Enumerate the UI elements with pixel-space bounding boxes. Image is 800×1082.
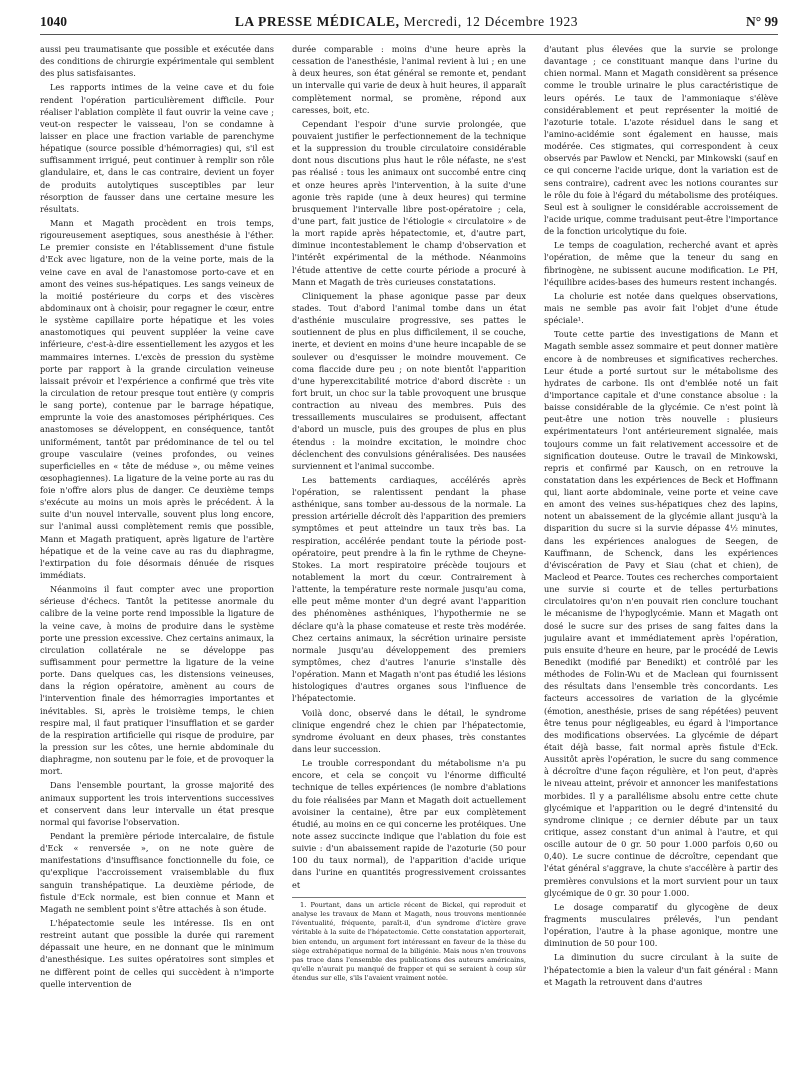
journal-name: LA PRESSE MÉDICALE, xyxy=(234,14,400,29)
footnote-text: 1. Pourtant, dans un article récent de Bickel, qui reproduit et analyse les travaux de Mann et Magath, nous trouvons mentionnée l'éventualité, fréquente, paraît-il, d'un syndrome d'ictère grave véritable à la suite de l'hépatectomie. Cette constatation apporterait, bien entendu, un argument fort intéressant en faveur de la thèse du siège extrahépatique normal de la biligénie. Mais nous n'en trouvons pas trace dans l'ensemble des publications des auteurs américains, qu'elle n'aurait pu manqué de frapper et qui se seraient à coup sûr étendus sur elle, s'ils l'avaient vraiment notée. xyxy=(292,900,526,983)
journal-title-line xyxy=(235,14,578,30)
paragraph: Les rapports intimes de la veine cave et du foie rendent l'opération particulièrement difficile. Pour réaliser l'ablation complète il faut ouvrir la veine cave ; veut-on respecter le vaisseau, l'on se condamne à laisser en place une fraction variable de parenchyme hépatique (source possible d'hémorragies) qui, s'il est suffisamment irrigué, peut continuer à remplir son rôle glandulaire, et, dans le cas contraire, devient un foyer de produits autolytiques susceptibles par leur résorption de fausser dans une certaine mesure les résultats. xyxy=(40,82,274,214)
paragraph: Cliniquement la phase agonique passe par deux stades. Tout d'abord l'animal tombe dans un état d'asthénie musculaire progressive, ses pattes le soutiennent de plus en plus difficilement, il se couche, inerte, et devient en moins d'une heure incapable de se soulever ou d'esquisser le moindre mouvement. Ce coma flaccide dure peu ; on note bientôt l'apparition d'une hyperexcitabilité motrice d'abord discrète : un fort bruit, un choc sur la table provoquent une brusque contraction au niveau des membres. Puis des tressaillements musculaires se produisent, affectant d'abord un muscle, puis des groupes de plus en plus étendus : la moindre excitation, le moindre choc déclenchent des convulsions généralisées. Des nausées surviennent et l'animal succombe. xyxy=(292,290,526,471)
text-columns xyxy=(40,43,778,992)
column-right xyxy=(544,43,778,992)
paragraph: durée comparable : moins d'une heure après la cessation de l'anesthésie, l'animal revient à lui ; en une à deux heures, son état général se remonte et, pendant un intervalle qui varie de deux à huit heures, il apparaît complètement normal, se promène, répond aux caresses, boit, etc. xyxy=(292,44,526,115)
issue-date: Mercredi, 12 Décembre 1923 xyxy=(403,14,579,29)
issue-number: N° 99 xyxy=(745,14,778,29)
page-header xyxy=(40,14,778,35)
paragraph: Cependant l'espoir d'une survie prolongée, que pouvaient justifier le perfectionnement de la technique et la suppression du trouble circulatoire considérable dont nous discutions plus haut le rôle néfaste, ne s'est pas réalisé : tous les animaux ont succombé entre cinq et onze heures après l'intervention, à la suite d'une agonie très rapide (une à deux heures) qui termine brusquement l'intervalle libre post-opératoire ; cela, d'une part, fait justice de l'étiologie « circulatoire » de la mort rapide après hépatectomie, et, d'autre part, diminue incontestablement le champ d'observation et l'intérêt expérimental de la méthode. Néanmoins l'étude attentive de cette courte période a procuré à Mann et Magath de très curieuses constatations. xyxy=(292,118,526,287)
paragraph: Le temps de coagulation, recherché avant et après l'opération, de même que la teneur du sang en fibrinogène, ne subissent aucune modification. Le PH, l'équilibre acides-bases des humeurs restent inchangés. xyxy=(544,240,778,287)
paragraph: aussi peu traumatisante que possible et exécutée dans des conditions de chirurgie expérimentale qui semblent des plus satisfaisantes. xyxy=(40,44,274,79)
paragraph: La diminution du sucre circulant à la suite de l'hépatectomie a bien la valeur d'un fait général : Mann et Magath la retrouvent dans d'autres xyxy=(544,952,778,987)
paragraph: d'autant plus élevées que la survie se prolonge davantage ; ce constituant manque dans l'urine du chien normal. Mann et Magath considèrent sa présence comme le trouble urinaire le plus caractéristique de leurs opérés. Le taux de l'ammoniaque s'élève considérablement et peut représenter la moitié de l'azoturie totale. L'azote résiduel dans le sang et l'amino-acidémie sont également en hausse, mais modérée. Ces stigmates, qui correspondent à ceux observés par Pawlow et Nencki, par Minkowski (sauf en ce qui concerne l'acide urique, dont la variation est de sens contraire), cadrent avec les notions courantes sur le rôle du foie à l'égard du métabolisme des protéiques. Seul est à souligner le considérable accroissement de l'acide urique, comme traduisant peut-être l'importance de la fonction uricolytique du foie. xyxy=(544,44,778,237)
paragraph: Mann et Magath procèdent en trois temps, rigoureusement aseptiques, sous anesthésie à l'éther. Le premier consiste en l'établissement d'une fistule d'Eck avec ligature, non de la veine porte, mais de la veine cave en aval de l'anastomose porto-cave et en amont des veines sus-hépatiques. Les sangs veineux de la moitié postérieure du corps et des viscères abdominaux ont à choisir, pour regagner le cœur, entre le système capillaire porte hépatique et les voies anastomotiques qui peuvent suppléer la veine cave inférieure, c'est-à-dire essentiellement les azygos et les mammaires internes. L'excès de pression du système porte par rapport à la grande circulation veineuse laissait prévoir et l'expérience a confirmé que très vite la circulation de retour presque tout entière (y compris le sang porte), contenue par le barrage hépatique, emprunte la voie des anastomoses périphériques. Ces anastomoses se développent, en conséquence, tantôt uniformément, tantôt par prédominance de tel ou tel groupe vasculaire (veines profondes, ou veines superficielles en « tête de méduse », ou même veines œsophagiennes). La ligature de la veine porte au ras du foie n'offre alors plus de danger. Ce deuxième temps s'exécute au moins un mois après le précédent. À la suite d'un nouvel intervalle, souvent plus long encore, sur l'animal aussi complètement remis que possible, Mann et Magath pratiquent, après ligature de l'artère hépatique et de la veine cave au ras du diaphragme, l'extirpation du foie désormais dénuée de risques immédiats. xyxy=(40,217,274,581)
footnote xyxy=(292,897,526,984)
paragraph: Néanmoins il faut compter avec une proportion sérieuse d'échecs. Tantôt la petitesse anormale du calibre de la veine porte rend impossible la ligature de la veine cave, à moins de produire dans le système porte une pression excessive. Chez certains animaux, la circulation collatérale ne se développe pas suffisamment pour permettre la ligature de la veine porte. Dans quelques cas, les distensions veineuses, dans la région opératoire, amènent au cours de l'intervention finale des hémorragies importantes et inévitables. Si, après le troisième temps, le chien respire mal, il faut pratiquer l'insufflation et se garder de la respiration artificielle qui risque de produire, par la pression sur les côtes, une hernie abdominale du diaphragme, non soutenu par le foie, et de provoquer la mort. xyxy=(40,584,274,777)
column-left xyxy=(40,43,274,992)
column-middle xyxy=(292,43,526,992)
paragraph: Le dosage comparatif du glycogène de deux fragments musculaires prélevés, l'un pendant l'opération, l'autre à la phase agonique, montre une diminution de 50 pour 100. xyxy=(544,901,778,949)
paragraph: La cholurie est notée dans quelques observations, mais ne semble pas avoir fait l'objet d'une étude spéciale¹. xyxy=(544,290,778,326)
paragraph: Le trouble correspondant du métabolisme n'a pu encore, et cela se conçoit vu l'énorme difficulté technique de telles expériences (le nombre d'ablations du foie réalisées par Mann et Magath doit actuellement avoisiner la centaine), être par eux complètement étudié, au moins en ce qui concerne les protéiques. Une note assez succincte indique que l'ablation du foie est suivie : d'un abaissement rapide de l'azoturie (50 pour 100 du taux normal), de l'apparition d'acide urique dans l'urine en quantités progressivement croissantes et xyxy=(292,758,526,890)
paragraph: L'hépatectomie seule les intéresse. Ils en ont restreint autant que possible la durée qui rarement dépassait une heure, en ne donnant que le minimum d'anesthésique. Les suites opératoires sont simples et ne diffèrent point de celles qui succèdent à n'importe quelle intervention de xyxy=(40,917,274,989)
paragraph: Dans l'ensemble pourtant, la grosse majorité des animaux supportent les trois interventions successives et conservent dans leur intervalle un état presque normal qui favorise l'observation. xyxy=(40,780,274,827)
page-number: 1040 xyxy=(40,14,67,29)
paragraph: Pendant la première période intercalaire, de fistule d'Eck « renversée », on ne note guère de manifestations d'insuffisance fonctionnelle du foie, ce qu'explique l'accroissement vraisemblable du flux sanguin transhépatique. La deuxième période, de fistule d'Eck normale, est bien connue et Mann et Magath ne semblent point s'être attachés à son étude. xyxy=(40,831,274,914)
paragraph: Voilà donc, observé dans le détail, le syndrome clinique engendré chez le chien par l'hépatectomie, syndrome évoluant en deux phases, très constantes dans leur succession. xyxy=(292,707,526,755)
paragraph: Les battements cardiaques, accélérés après l'opération, se ralentissent pendant la phase asthénique, sans tomber au-dessous de la normale. La pression artérielle décroît dès l'apparition des premiers symptômes et peut atteindre un taux très bas. La respiration, accélérée pendant toute la période post-opératoire, peut prendre à la fin le rythme de Cheyne-Stokes. La mort respiratoire précède toujours et notablement la mort du cœur. Contrairement à l'attente, la température reste normale jusqu'au coma, elle peut même monter d'un degré avant l'apparition des phénomènes asthéniques, l'hypothermie ne se déclare qu'à la phase comateuse et reste très modérée. Chez certains animaux, la sécrétion urinaire persiste normale jusqu'au développement des premiers symptômes, chez d'autres l'anurie s'installe dès l'opération. Mann et Magath n'ont pas étudié les lésions histologiques d'autres organes sous l'influence de l'hépatectomie. xyxy=(292,474,526,704)
paragraph: Toute cette partie des investigations de Mann et Magath semble assez sommaire et peut donner matière encore à de nombreuses et significatives recherches. Leur étude a porté surtout sur le métabolisme des hydrates de carbone. Ils ont d'emblée noté un fait d'importance capitale et d'une constance absolue : la baisse considérable de la glycémie. Ce n'est point là peut-être une notion très nouvelle : plusieurs expérimentateurs l'ont antérieurement signalée, mais toujours comme un fait relativement accessoire et de signification douteuse. Outre le travail de Minkowski, repris et confirmé par Kausch, on en retrouve la constatation dans les expériences de Beck et Hoffmann qui, liant aorte abdominale, veine porte et veine cave en amont des veines sus-hépatiques chez des lapins, notent un abaissement de la glycémie allant jusqu'à la disparition du sucre si la survie dépasse 4½ minutes, dans les expériences analogues de Seegen, de Kauffmann, de Schenck, dans les expériences d'éviscération de Pavy et Siau (chat et chien), de Macleod et Pearce. Toutes ces recherches comportaient une survie si courte et de telles perturbations circulatoires qu'on n'en pouvait rien conclure touchant le mécanisme de l'hypoglycémie. Mann et Magath ont dosé le sucre sur des prises de sang faites dans la jugulaire avant et immédiatement après l'opération, puis ensuite d'heure en heure, par le procédé de Lewis Benedikt (modifié par Benedikt) et contrôlé par les méthodes de Folin-Wu et de Maclean qui fournissent des résultats dans l'ensemble très concordants. Les facteurs accessoires de variation de la glycémie (émotion, anesthésie, prises de sang répétées) peuvent être tenus pour négligeables, eu égard à l'importance des modifications observées. La glycémie de départ était déjà basse, fait normal après fistule d'Eck. Aussitôt après l'opération, le sucre du sang commence à décroître d'une façon régulière, et l'on peut, d'après le niveau atteint, prévoir et annoncer les manifestations morbides. Il y a parallélisme absolu entre cette chute glycémique et l'apparition ou le degré d'intensité du syndrome clinique ; ce dernier débute par un taux critique, assez constant d'un animal à l'autre, et qui oscille autour de 0 gr. 50 pour 1.000 parfois 0,60 ou 0,40). Le sucre continue de décroître, cependant que l'état général s'aggrave, la chute s'accélère à partir des premières convulsions et la mort survient pour un taux glycémique de 0 gr. 30 pour 1.000. xyxy=(544,329,778,898)
